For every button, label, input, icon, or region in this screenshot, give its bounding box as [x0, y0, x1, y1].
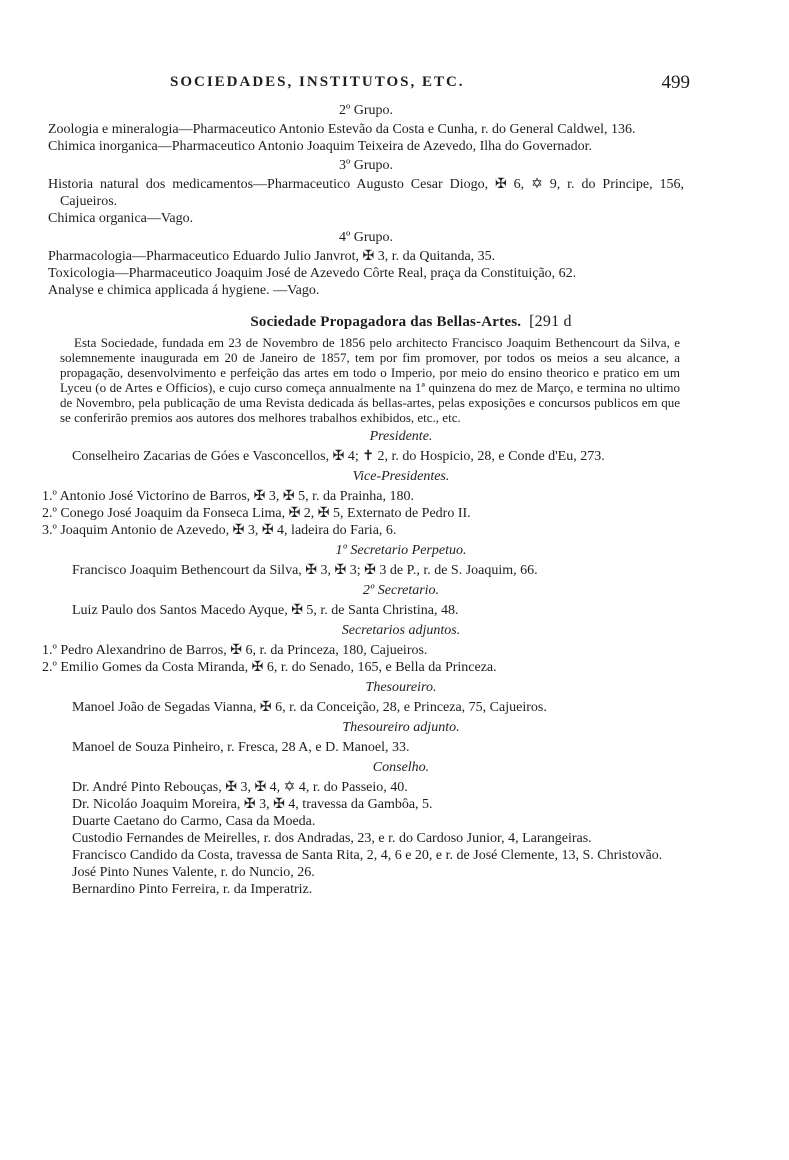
group-2-entry: Chimica inorganica—Pharmaceutico Antonio Joaquim Teixeira de Azevedo, Ilha do Governador.	[48, 139, 592, 154]
member-thesoureiro: Manoel João de Segadas Vianna, ✠ 6, r. da Conceição, 28, e Princeza, 75, Cajueiros.	[72, 700, 547, 715]
member-secretario-adjunto: 2.º Emilio Gomes da Costa Miranda, ✠ 6, r. do Senado, 165, e Bella da Princeza.	[42, 660, 497, 675]
group-3-entry: Chimica organica—Vago.	[48, 211, 194, 226]
role-heading-thesoureiro: Thesoureiro.	[365, 680, 437, 695]
role-heading-presidente: Presidente.	[369, 429, 433, 444]
page-header	[170, 74, 690, 94]
member-presidente: Conselheiro Zacarias de Góes e Vasconcellos, ✠ 4; ✝ 2, r. do Hospicio, 28, e Conde d'Eu, 273.	[72, 449, 605, 464]
member-conselho: Duarte Caetano do Carmo, Casa da Moeda.	[72, 814, 316, 829]
member-conselho: José Pinto Nunes Valente, r. do Nuncio, 26.	[72, 865, 315, 880]
page-number: 499	[661, 72, 690, 93]
society-title: Sociedade Propagadora das Bellas-Artes.	[250, 314, 522, 330]
member-conselho: Custodio Fernandes de Meirelles, r. dos Andradas, 23, e r. do Cardoso Junior, 4, Larangeiras.	[72, 831, 592, 846]
member-segundo-secretario: Luiz Paulo dos Santos Macedo Ayque, ✠ 5, r. de Santa Christina, 48.	[72, 603, 459, 618]
member-conselho: Dr. André Pinto Rebouças, ✠ 3, ✠ 4, ✡ 4, r. do Passeio, 40.	[72, 780, 408, 795]
role-heading-thesoureiro-adjunto: Thesoureiro adjunto.	[342, 720, 460, 735]
group-4-entry: Toxicologia—Pharmaceutico Joaquim José de Azevedo Côrte Real, praça da Constituição, 62.	[48, 266, 577, 281]
role-heading-segundo-secretario: 2º Secretario.	[362, 583, 440, 598]
role-heading-conselho: Conselho.	[372, 760, 430, 775]
group-2-entry: Zoologia e mineralogia—Pharmaceutico Antonio Estevão da Costa e Cunha, r. do General Caldwel, 136.	[48, 122, 636, 137]
running-title: SOCIEDADES, INSTITUTOS, ETC.	[170, 74, 465, 90]
member-conselho: Francisco Candido da Costa, travessa de Santa Rita, 2, 4, 6 e 20, e r. de José Clemente, 13, S. Christovão.	[72, 848, 663, 863]
group-4-entry: Analyse e chimica applicada á hygiene. —Vago.	[48, 283, 320, 298]
group-4-entry: Pharmacologia—Pharmaceutico Eduardo Julio Janvrot, ✠ 3, r. da Quitanda, 35.	[48, 249, 496, 264]
member-secretario-perpetuo: Francisco Joaquim Bethencourt da Silva, ✠ 3, ✠ 3; ✠ 3 de P., r. de S. Joaquim, 66.	[72, 563, 538, 578]
member-vice-presidente: 1.º Antonio José Victorino de Barros, ✠ 3, ✠ 5, r. da Prainha, 180.	[42, 489, 414, 504]
society-heading	[138, 313, 684, 331]
member-vice-presidente: 3.º Joaquim Antonio de Azevedo, ✠ 3, ✠ 4, ladeira do Faria, 6.	[42, 523, 397, 538]
group-4-heading: 4º Grupo.	[338, 230, 394, 245]
member-thesoureiro-adjunto: Manoel de Souza Pinheiro, r. Fresca, 28 A, e D. Manoel, 33.	[72, 740, 410, 755]
page-content	[42, 100, 684, 898]
member-conselho: Bernardino Pinto Ferreira, r. da Imperatriz.	[72, 882, 313, 897]
member-conselho: Dr. Nicoláo Joaquim Moreira, ✠ 3, ✠ 4, travessa da Gambôa, 5.	[72, 797, 433, 812]
group-3-entry: Historia natural dos medicamentos—Pharmaceutico Augusto Cesar Diogo, ✠ 6, ✡ 9, r. do Principe, 156, Cajueiros.	[48, 177, 684, 209]
society-description: Esta Sociedade, fundada em 23 de Novembro de 1856 pelo architecto Francisco Joaquim Bethencourt da Silva, e solemnemente inaugurada em 20 de Janeiro de 1857, tem por fim promover, por todos os meios a seu alcance, a propagação, desenvolvimento e perfeição das artes em todo o Imperio, por meio do ensino theorico e pratico em um Lyceu (o de Artes e Officios), e cujo curso começa annualmente na 1ª quinzena do mez de Março, e termina no ultimo de Novembro, pela publicação de uma Revista dedicada ás bellas-artes, pelas exposições e concursos publicos em que se conferirão premios aos autores dos melhores trabalhos exhibidos, etc., etc.	[60, 335, 680, 425]
role-heading-secretario-perpetuo: 1º Secretario Perpetuo.	[335, 543, 467, 558]
role-heading-vice-presidentes: Vice-Presidentes.	[352, 469, 450, 484]
role-heading-secretarios-adjuntos: Secretarios adjuntos.	[341, 623, 461, 638]
member-vice-presidente: 2.º Conego José Joaquim da Fonseca Lima, ✠ 2, ✠ 5, Externato de Pedro II.	[42, 506, 471, 521]
group-2-heading: 2º Grupo.	[338, 103, 394, 118]
group-3-heading: 3º Grupo.	[338, 158, 394, 173]
society-reference: [291 d	[529, 313, 572, 330]
member-secretario-adjunto: 1.º Pedro Alexandrino de Barros, ✠ 6, r. da Princeza, 180, Cajueiros.	[42, 643, 428, 658]
